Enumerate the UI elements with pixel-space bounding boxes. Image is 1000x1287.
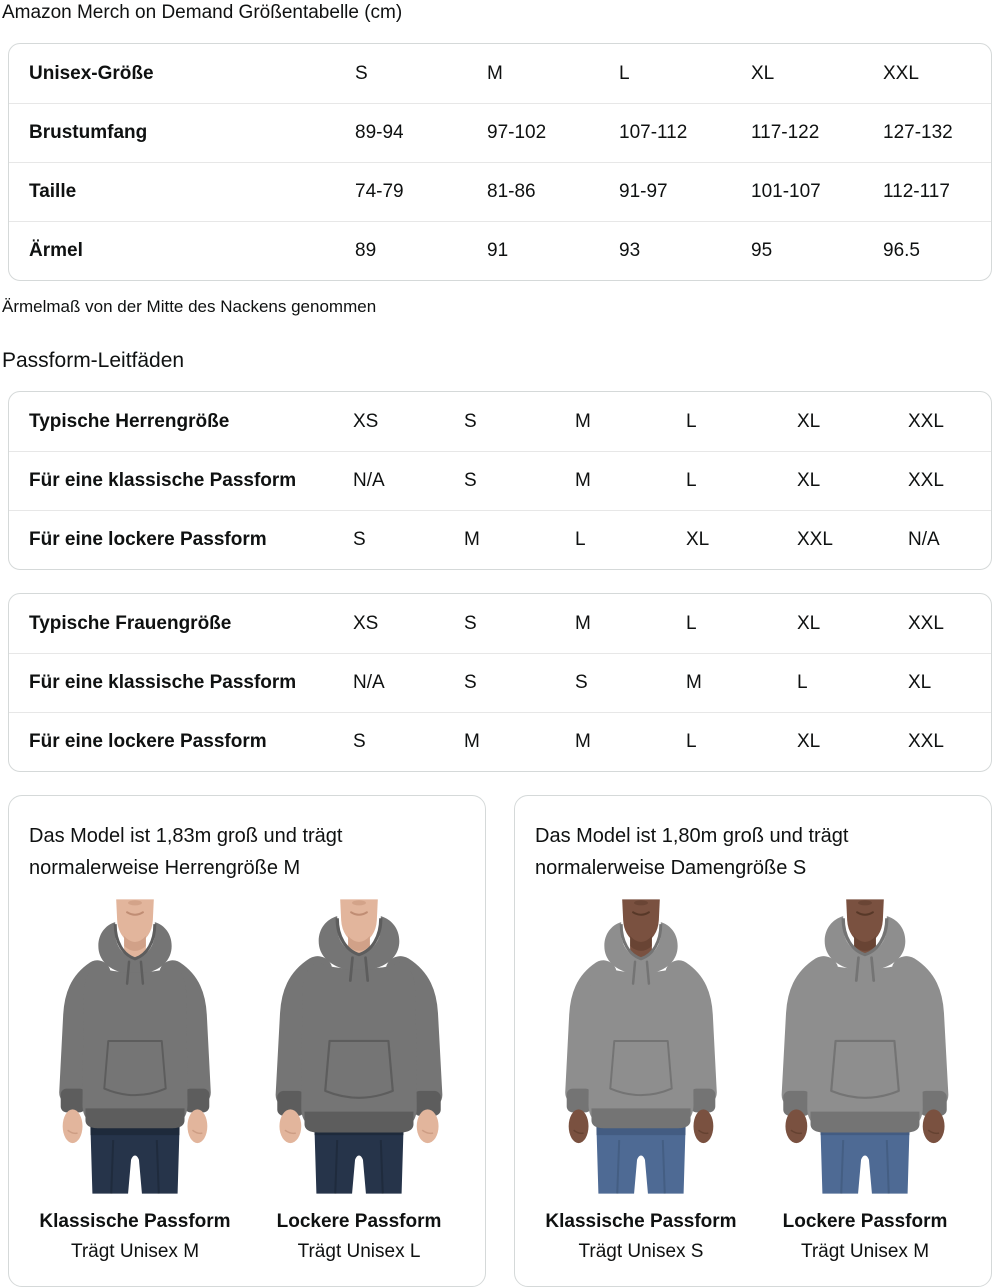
size-cell: L	[686, 410, 697, 432]
table-row	[9, 510, 991, 569]
size-cell: L	[686, 470, 697, 491]
page-title: Amazon Merch on Demand Größentabelle (cm)	[2, 2, 403, 23]
size-cell: 96.5	[883, 240, 920, 261]
size-cell: N/A	[908, 529, 940, 550]
size-cell: S	[353, 529, 366, 550]
table-row	[9, 451, 991, 510]
figure-classic-fit	[536, 896, 746, 1264]
size-cell: XXL	[908, 410, 944, 432]
size-cell: 89-94	[355, 122, 404, 143]
row-label: Taille	[29, 181, 77, 202]
row-label: Für eine lockere Passform	[29, 529, 267, 550]
size-cell: M	[575, 731, 591, 752]
size-cell: XL	[797, 470, 821, 491]
size-label: Trägt Unisex M	[70, 1241, 200, 1262]
model-cards	[8, 795, 992, 1287]
size-cell: 81-86	[487, 181, 536, 202]
size-cell: M	[686, 672, 702, 693]
model-photo-woman-loose	[760, 896, 970, 1194]
size-cell: L	[686, 731, 697, 752]
sleeve-measure-note: Ärmelmaß von der Mitte des Nackens genommen	[2, 297, 377, 316]
size-cell: 117-122	[751, 122, 820, 143]
row-label: Unisex-Größe	[29, 62, 154, 84]
size-cell: XXL	[908, 731, 944, 752]
size-cell: N/A	[353, 470, 385, 491]
size-cell: XS	[353, 410, 379, 432]
size-cell: M	[575, 470, 591, 491]
size-cell: XL	[686, 529, 710, 550]
size-cell: 91	[487, 240, 509, 261]
size-cell: XS	[353, 612, 379, 634]
size-cell: L	[686, 612, 697, 634]
row-label: Typische Frauengröße	[29, 612, 232, 634]
fit-guides-heading: Passform-Leitfäden	[2, 349, 185, 372]
size-cell: S	[464, 410, 477, 432]
model-card-women	[514, 795, 992, 1287]
model-description: Das Model ist 1,80m groß und trägt normalerweise Damengröße S	[535, 825, 849, 879]
size-cell: 95	[751, 240, 773, 261]
row-label: Ärmel	[29, 240, 83, 261]
model-photo-man-loose	[254, 896, 464, 1194]
figure-row	[535, 896, 971, 1264]
table-row	[9, 221, 991, 280]
model-description: Das Model ist 1,83m groß und trägt normalerweise Herrengröße M	[29, 825, 343, 879]
size-cell: L	[575, 529, 586, 550]
fit-label: Klassische Passform	[39, 1211, 231, 1232]
size-cell: S	[355, 62, 368, 84]
row-label: Für eine klassische Passform	[29, 470, 297, 491]
size-cell: 127-132	[883, 122, 953, 143]
size-cell: M	[575, 410, 591, 432]
table-row	[9, 103, 991, 162]
figure-loose-fit	[254, 896, 464, 1264]
figure-loose-fit	[760, 896, 970, 1264]
size-cell: L	[797, 672, 808, 693]
fit-label: Lockere Passform	[782, 1211, 948, 1232]
table-row	[9, 594, 991, 653]
size-cell: XL	[797, 731, 821, 752]
mens-fit-table	[8, 391, 992, 570]
table-row	[9, 712, 991, 771]
size-cell: XXL	[908, 470, 944, 491]
size-label: Trägt Unisex M	[800, 1241, 930, 1262]
row-label: Für eine klassische Passform	[29, 672, 297, 693]
womens-fit-table	[8, 593, 992, 772]
row-label: Typische Herrengröße	[29, 410, 230, 432]
size-cell: M	[575, 612, 591, 634]
model-photo-woman-classic	[536, 896, 746, 1194]
size-cell: L	[619, 62, 630, 84]
size-cell: XL	[797, 612, 821, 634]
size-cell: 93	[619, 240, 641, 261]
fit-label: Lockere Passform	[276, 1211, 442, 1232]
size-cell: XL	[797, 410, 821, 432]
table-row	[9, 653, 991, 712]
size-cell: XL	[908, 672, 932, 693]
size-cell: S	[575, 672, 588, 693]
model-card-men	[8, 795, 486, 1287]
size-cell: XXL	[908, 612, 944, 634]
size-cell: S	[464, 672, 477, 693]
model-photo-man-classic	[30, 896, 240, 1194]
row-label: Brustumfang	[29, 122, 148, 143]
size-cell: S	[464, 612, 477, 634]
size-cell: M	[487, 62, 503, 84]
size-cell: 107-112	[619, 122, 688, 143]
figure-classic-fit	[30, 896, 240, 1264]
size-cell: 112-117	[883, 181, 950, 202]
size-cell: N/A	[353, 672, 385, 693]
fit-label: Klassische Passform	[545, 1211, 737, 1232]
size-cell: XXL	[883, 62, 919, 84]
size-cell: S	[353, 731, 366, 752]
size-cell: XL	[751, 62, 775, 84]
size-cell: 91-97	[619, 181, 668, 202]
table-row	[9, 162, 991, 221]
size-label: Trägt Unisex L	[297, 1241, 421, 1262]
size-cell: 101-107	[751, 181, 821, 202]
size-cell: S	[464, 470, 477, 491]
table-row	[9, 392, 991, 451]
size-cell: 89	[355, 240, 377, 261]
size-cell: M	[464, 529, 480, 550]
figure-row	[29, 896, 465, 1264]
row-label: Für eine lockere Passform	[29, 731, 267, 752]
unisex-size-table	[8, 43, 992, 281]
size-label: Trägt Unisex S	[578, 1241, 704, 1262]
size-cell: 97-102	[487, 122, 547, 143]
size-cell: 74-79	[355, 181, 404, 202]
size-cell: XXL	[797, 529, 833, 550]
table-row	[9, 44, 991, 103]
size-cell: M	[464, 731, 480, 752]
